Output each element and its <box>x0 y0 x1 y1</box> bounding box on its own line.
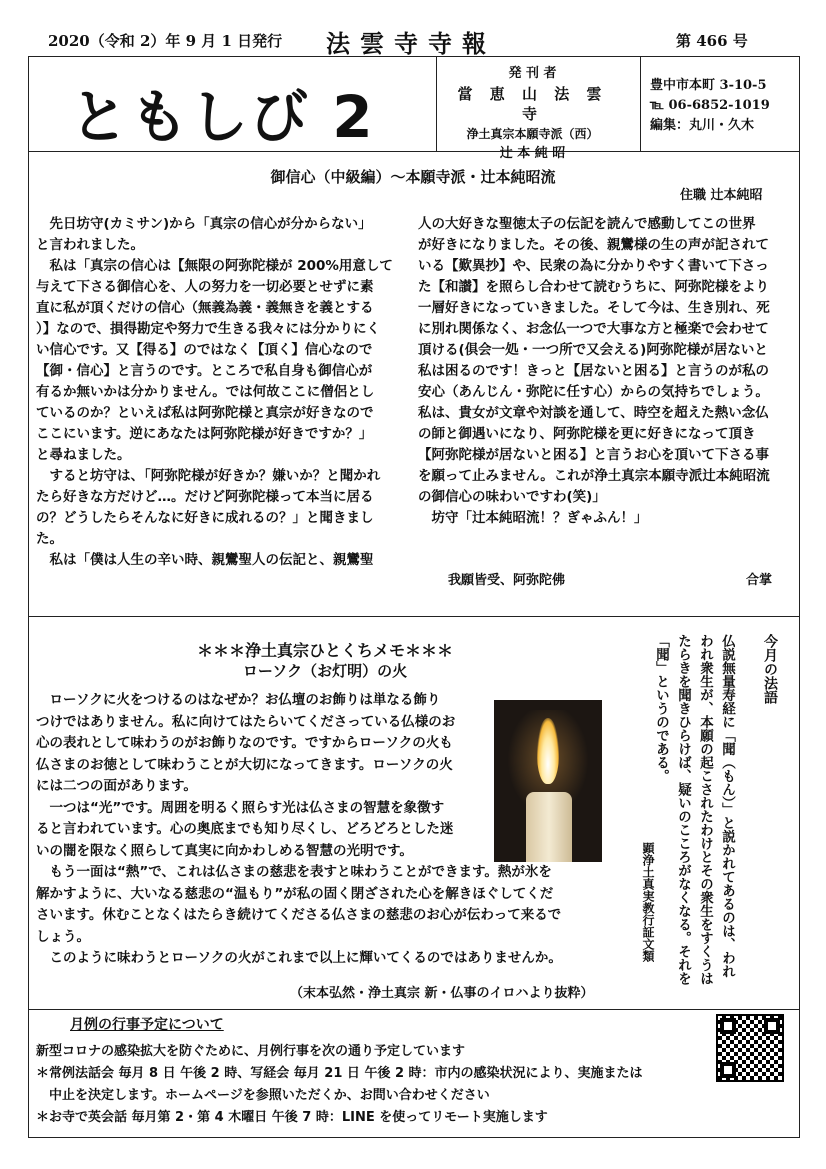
masthead-divider-2 <box>640 56 641 152</box>
memo-source: （末本弘然・浄土真宗 新・仏事のイロハより抜粋） <box>290 986 594 1001</box>
monthly-dharma-heading: 今月の法語 <box>762 634 778 704</box>
events-line-4: ＊お寺で英会話 毎月第 2・第 4 木曜日 午後 7 時：LINE を使ってリモート実施します <box>36 1110 548 1125</box>
masthead-title: ともしび 2 <box>70 83 375 151</box>
article-gassho: 合掌 <box>746 573 773 588</box>
memo-title: ＊＊＊浄土真宗ひとくちメモ＊＊＊ <box>196 641 453 660</box>
telephone: ℡ 06-6852-1019 <box>650 98 770 113</box>
issue-number: 第 466 号 <box>676 32 748 50</box>
article-title: 御信心（中級編）～本願寺派・辻本純昭流 <box>270 168 556 186</box>
article-column-2: 人の大好きな聖徳太子の伝記を読んで感動してこの世界 が好きになりました。その後、親鸞様の生の声が記されて いる【歎異抄】や、民衆の為に分かりやすく書いて下さっ た【和讃】を照らし合わせて読むうちに、阿弥陀様をより 一層好きになっていきました。そして今は、生き別れ、死 に別れ関係なく、お念仏一つで大事な方と極楽で会わせて 頂ける(倶会一処・一つ所で又会える)阿弥陀様が居ないと 私は困るのです！きっと【居ないと困る】と言うのが私の 安心（あんじん・弥陀に任す心）からの気持ちでしょう。 私は、貴女が文章や対談を通して、時空を超えた熱い念仏 の師と御遇いになり、阿弥陀様を更に好きになって頂き 【阿弥陀様が居ないと困る】と言うお心を頂いて下さる事 を願って止みません。これが浄土真宗本願寺派辻本純昭流 の御信心の味わいですわ(笑)」 坊守「辻本純昭流！？ぎゃふん！」 <box>418 216 770 526</box>
editors: 編集：丸川・久木 <box>650 118 755 133</box>
qr-code-icon[interactable] <box>716 1014 784 1082</box>
events-line-3: 中止を決定します。ホームページを参照いただくか、お問い合わせください <box>36 1088 490 1103</box>
issue-date: 2020（令和 2）年 9 月 1 日発行 <box>48 32 283 50</box>
article-column-1: 先日坊守(カミサン)から「真宗の信心が分からない」 と言われました。 私は「真宗の信心は【無限の阿弥陀様が 200%用意して 与えて下さる御信心を、人の努力を一切必要とせずに素 直に私が頂くだけの信心（無義為義・義無きを義とする ）】なので、損得勘定や努力で生きる我々には分かりにく い信心です。又【得る】のではなく【頂く】信心なので 【御・信心】と言うのです。ところで私自身も御信心が 有るか無いかは分かりません。では何故ここに僧侶とし ているのか？といえば私は阿弥陀様と真宗が好きなので ここにいます。逆にあなたは阿弥陀様が好きですか？」 と尋ねました。 すると坊守は、｢阿弥陀様が好きか？嫌いか？と聞かれ たら好きな方だけど…。だけど阿弥陀様って本当に居る の？どうしたらそんなに好きに成れるの？」と聞きまし た。 私は「僕は人生の辛い時、親鸞聖人の伝記と、親鸞聖 <box>36 216 393 568</box>
masthead-divider <box>436 56 437 152</box>
article-closing: 我願皆受、阿弥陀佛 <box>448 573 566 588</box>
monthly-dharma-source: 顕浄土真実教行証文類 <box>641 842 655 962</box>
events-title: 月例の行事予定について <box>70 1017 224 1033</box>
temple-name: 當 恵 山 法 雲 寺 <box>457 85 608 123</box>
memo-body: ローソクに火をつけるのはなぜか？お仏壇のお飾りは単なる飾り つけではありません。私に向けてはたらいてくださっている仏様のお 心の表れとして味わうのがお飾りなのです。ですからローソクの火も 仏さまのお徳として味わうことが大切になってきます。ローソクの火 には二つの面があります。 一つは“光”です。周囲を明るく照らす光は仏さまの智慧を象徴す ると言われています。心の奥底までも知り尽くし、どろどろとした迷 いの闇を限なく照らして真実に向かわしめる智慧の光明です。 もう一面は“熱”で、これは仏さまの慈悲を表すと味わうことができます。熱が氷を 解かすように、大いなる慈悲の“温もり”が私の固く閉ざされた心を解きほぐしてくだ さいます。休むことなくはたらき続けてくださる仏さまの慈悲のお心が伝わって来るで しょう。 このように味わうとローソクの火がこれまで以上に輝いてくるのではありませんか。 <box>36 692 562 966</box>
memo-subtitle: ローソク（お灯明）の火 <box>242 662 408 680</box>
article-author: 住職 辻本純昭 <box>680 188 763 203</box>
monthly-dharma-body: 仏説無量寿経に「聞（もん）」と説かれてあるのは、われわれ衆生が、本願の起こされたわけとその衆生をすくうはたらきを聞きひらけば、疑いのこころがなくなる。それを「聞」というのである。 <box>653 634 735 985</box>
sect-name: 浄土真宗本願寺派（西） <box>466 127 599 141</box>
events-line-2: ＊常例法話会 毎月 8 日 午後 2 時、写経会 毎月 21 日 午後 2 時：市内の感染状況により、実施または <box>36 1066 643 1081</box>
address: 豊中市本町 3-10-5 <box>650 78 767 93</box>
contact-block <box>650 76 770 136</box>
priest-name: 辻 本 純 昭 <box>499 146 566 161</box>
paper-name: 法雲寺寺報 <box>326 29 496 58</box>
events-line-1: 新型コロナの感染拡大を防ぐために、月例行事を次の通り予定しています <box>36 1044 466 1059</box>
publisher-label: 発 刊 者 <box>508 66 557 81</box>
publisher-block <box>445 64 620 164</box>
